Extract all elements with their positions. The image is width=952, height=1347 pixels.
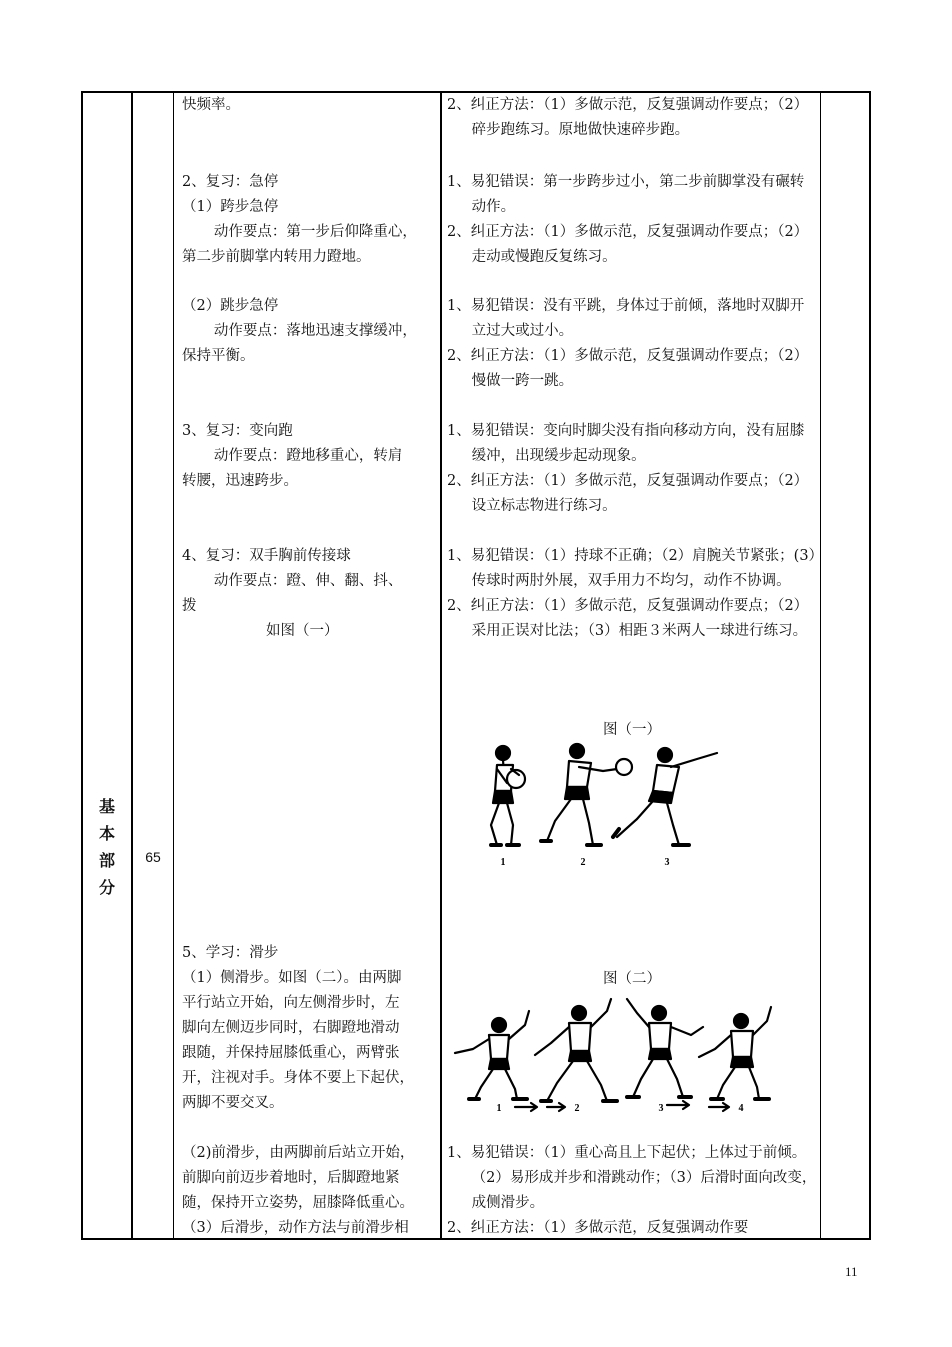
figure-label: 3: [658, 1103, 664, 1114]
figure-label: 1: [500, 857, 506, 868]
chest-pass-figure: [467, 741, 727, 869]
duration-minutes: 65: [145, 849, 161, 865]
content-block: （2）跳步急停 动作要点：落地迅速支撑缓冲， 保持平衡。: [182, 298, 417, 364]
method-block: 1、易犯错误：变向时脚尖没有指向移动方向，没有屈膝缓冲，出现缓步起动现象。 2、纠正方法：（1）多做示范，反复强调动作要点；（2）设立标志物进行练习。: [447, 423, 809, 514]
player-figure: [491, 746, 525, 845]
page-number: 11: [845, 1264, 858, 1279]
method-block: 1、易犯错误：第一步跨步过小，第二步前脚掌没有碾转动作。 2、纠正方法：（1）多做示范，反复强调动作要点；（2）走动或慢跑反复练习。: [447, 174, 809, 265]
figure-label: 2: [580, 857, 586, 868]
figure-label: 1: [496, 1103, 502, 1114]
section-label: 基 本 部 分: [98, 797, 115, 897]
column-divider: [173, 93, 174, 1238]
content-block: 3、复习：变向跑 动作要点：蹬地移重心，转肩 转腰，迅速跨步。: [182, 423, 403, 489]
content-block: 4、复习：双手胸前传接球 动作要点：蹬、伸、翻、抖、 拨 如图（一）: [182, 544, 440, 644]
figure-2-caption: 图（二）: [603, 971, 661, 987]
method-block: 1、易犯错误：没有平跳，身体过于前倾，落地时双脚开立过大或过小。 2、纠正方法：（1）多做示范，反复强调动作要点；（2）慢做一跨一跳。: [447, 298, 809, 389]
player-figure: [455, 1011, 537, 1111]
player-figure: [535, 999, 617, 1111]
player-figure: [699, 1007, 771, 1111]
figure-label: 3: [664, 857, 670, 868]
figure-label: 2: [574, 1103, 580, 1114]
lesson-plan-table: [81, 91, 871, 1240]
figure-label: 4: [738, 1103, 744, 1114]
content-block: （2)前滑步，由两脚前后站立开始， 前脚向前迈步着地时，后脚蹬地紧 随，保持开立姿势，屈膝降低重心。 （3）后滑步，动作方法与前滑步相: [182, 1145, 415, 1236]
content-block: 5、学习：滑步 （1）侧滑步。如图（二）。由两脚 平行站立开始，向左侧滑步时，左 脚向左侧迈步同时，右脚蹬地滑动 跟随，并保持屈膝低重心，两臂张 开，注视对手。身体不要上下起伏， 两脚不要交叉。: [182, 945, 414, 1111]
method-block: 1、易犯错误：（1）持球不正确；（2）肩腕关节紧张；(3）传球时两肘外展，双手用力不均匀，动作不协调。 2、纠正方法：（1）多做示范，反复强调动作要点；（2）采用正误对比法；（3）相距３米两人一球进行练习。: [447, 548, 816, 639]
method-block: 2、纠正方法：（1）多做示范，反复强调动作要点；（2）碎步跑练习。原地做快速碎步跑。: [447, 97, 809, 138]
figure-1-caption: 图（一）: [603, 722, 661, 738]
column-divider: [440, 93, 442, 1238]
content-block: 快频率。: [182, 97, 240, 113]
column-divider: [131, 93, 133, 1238]
column-divider: [820, 93, 821, 1238]
figure-reference: 如图（一）: [266, 623, 339, 639]
content-block: 2、复习：急停 （1）跨步急停 动作要点：第一步后仰降重心， 第二步前脚掌内转用力蹬地。: [182, 174, 417, 265]
method-block: 1、易犯错误：（1）重心高且上下起伏；上体过于前倾。（2）易形成并步和滑跳动作；（3）后滑时面向改变，成侧滑步。 2、纠正方法：（1）多做示范，反复强调动作要: [447, 1145, 817, 1236]
player-figure: [627, 999, 703, 1109]
slide-step-figure: [451, 997, 781, 1117]
